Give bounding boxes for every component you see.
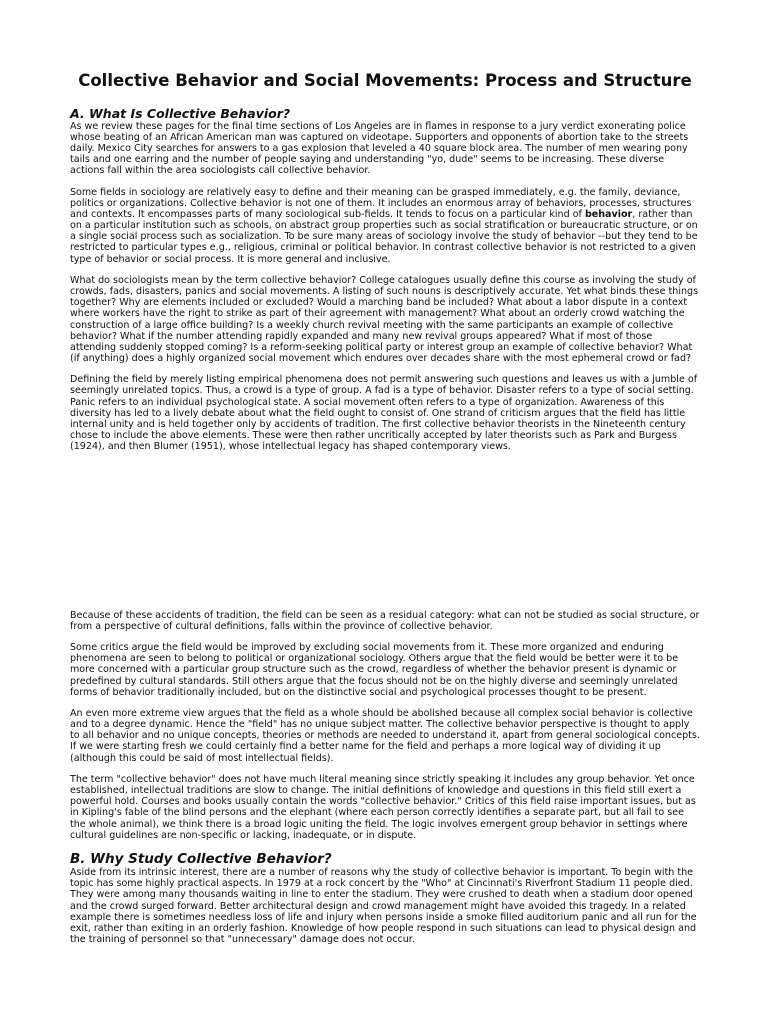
paragraph-a1: As we review these pages for the final time sections of Los Angeles are in flames in response to a jury verdict exonerating police whose beating of an African American man was captured on videotape. Supporters and opponents of abortion take to the streets daily. Mexico City searches for answers to a gas explosion that leveled a 40 square block area. The number of men wearing pony tails and one earring and the number of people saying and understanding "yo, dude" seems to be increasing. These diverse actions fall within the area sociologists call collective behavior. xyxy=(70,121,689,177)
paragraph-a6: Some critics argue the field would be improved by excluding social movements from it. These more organized and enduring phenomena are seen to belong to political or organizational sociology. Others argue that the field would be better were it to be more concerned with a particular group structure such as the crowd, regardless of whether the behavior present is dynamic or predefined by cultural standards. Still others argue that the focus should not be on the highly diverse and seemingly unrelated forms of behavior traditionally included, but on the distinctive social and psychological processes thought to be present. xyxy=(70,642,679,698)
document-page xyxy=(70,70,700,955)
paragraph-a5: Because of these accidents of tradition, the field can be seen as a residual category: what can not be studied as social structure, or from a perspective of cultural definitions, falls within the province of collective behavior. xyxy=(70,609,700,632)
paragraph-b1: Aside from its intrinsic interest, there are a number of reasons why the study of collective behavior is important. To begin with the topic has some highly practical aspects. In 1979 at a rock concert by the "Who" at Cincinnati's Riverfront Stadium 11 people died. They were among many thousands waiting in line to enter the stadium. They were crushed to death when a stadium door opened and the crowd surged forward. Better architectural design and crowd management might have avoided this tragedy. In a related example there is sometimes needless loss of life and injury when persons inside a smoke filled auditorium panic and all run for the exit, rather than exiting in an orderly fashion. Knowledge of how people respond in such situations can lead to physical design and the training of personnel so that "unnecessary" damage does not occur. xyxy=(70,867,697,945)
paragraph-a3: What do sociologists mean by the term collective behavior? College catalogues usually define this course as involving the study of crowds, fads, disasters, panics and social movements. A listing of such nouns is descriptively accurate. Yet what binds these things together? Why are elements included or excluded? Would a marching band be included? What about a labor dispute in a context where workers have the right to strike as part of their agreement with management? What about an orderly crowd watching the construction of a large office building? Is a weekly church revival meeting with the same participants an example of collective behavior? What if the number attending rapidly expanded and many new revival groups appeared? What if most of those attending suddenly stopped coming? Is a reform-seeking political party or interest group an example of collective behavior? What (if anything) does a highly organized social movement which endures over decades share with the most ephemeral crowd or fad? xyxy=(70,275,699,364)
paragraph-a4: Defining the field by merely listing empirical phenomena does not permit answering such questions and leaves us with a jumble of seemingly unrelated topics. Thus, a crowd is a type of group. A fad is a type of behavior. Disaster refers to a type of social setting. Panic refers to an individual psychological state. A social movement often refers to a type of organization. Awareness of this diversity has led to a lively debate about what the field ought to consist of. One strand of criticism argues that the field has little internal unity and is held together only by accidents of tradition. The first collective behavior theorists in the Nineteenth century chose to include the above elements. These were then rather uncritically accepted by later theorists such as Park and Burgess (1924), and then Blumer (1951), whose intellectual legacy has shaped contemporary views. xyxy=(70,374,698,452)
paragraph-a2 xyxy=(70,187,700,265)
document-title: Collective Behavior and Social Movements: Process and Structure xyxy=(78,71,692,90)
paragraph-a7: An even more extreme view argues that the field as a whole should be abolished because all complex social behavior is collective and to a degree dynamic. Hence the "field" has no unique subject matter. The collective behavior perspective is thought to apply to all behavior and no unique concepts, theories or methods are needed to understand it, apart from general sociological concepts. If we were starting fresh we could certainly find a better name for the field and perhaps a more logical way of dividing it up (although this could be said of most intellectual fields). xyxy=(70,708,700,764)
paragraph-a2-end: , rather than on a particular institution such as schools, on abstract group properties such as social stratification or bureaucratic structure, or on a single social process such as socialization. To be sure many areas of sociology involve the study of behavior --but they tend to be restricted to particular types e.g., religious, criminal or political behavior. In contrast collective behavior is not restricted to a given type of behavior or social process. It is more general and inclusive. xyxy=(70,209,698,265)
paragraph-a2-bold-term: behavior xyxy=(584,209,633,221)
blank-gap xyxy=(70,463,700,610)
section-a-heading: A. What Is Collective Behavior? xyxy=(70,106,291,121)
paragraph-a8: The term "collective behavior" does not have much literal meaning since strictly speaking it includes any group behavior. Yet once established, intellectual traditions are slow to change. The initial definitions of knowledge and questions in this field still exert a powerful hold. Courses and books usually contain the words "collective behavior." Critics of this field raise important issues, but as in Kipling's fable of the blind persons and the elephant (where each person correctly identifies a separate part, but all fail to see the whole animal), we think there is a broad logic uniting the field. The logic involves emergent group behavior in settings where cultural guidelines are non-specific or lacking, inadequate, or in dispute. xyxy=(70,774,696,841)
section-b-heading: B. Why Study Collective Behavior? xyxy=(70,851,332,868)
paragraph-a2-start: Some fields in sociology are relatively easy to define and their meaning can be grasped immediately, e.g. the family, deviance, politics or organizations. Collective behavior is not one of them. It includes an enormous array of behaviors, processes, structures and contexts. It encompasses parts of many sociological sub-fields. It tends to focus on a particular kind of xyxy=(70,186,692,221)
